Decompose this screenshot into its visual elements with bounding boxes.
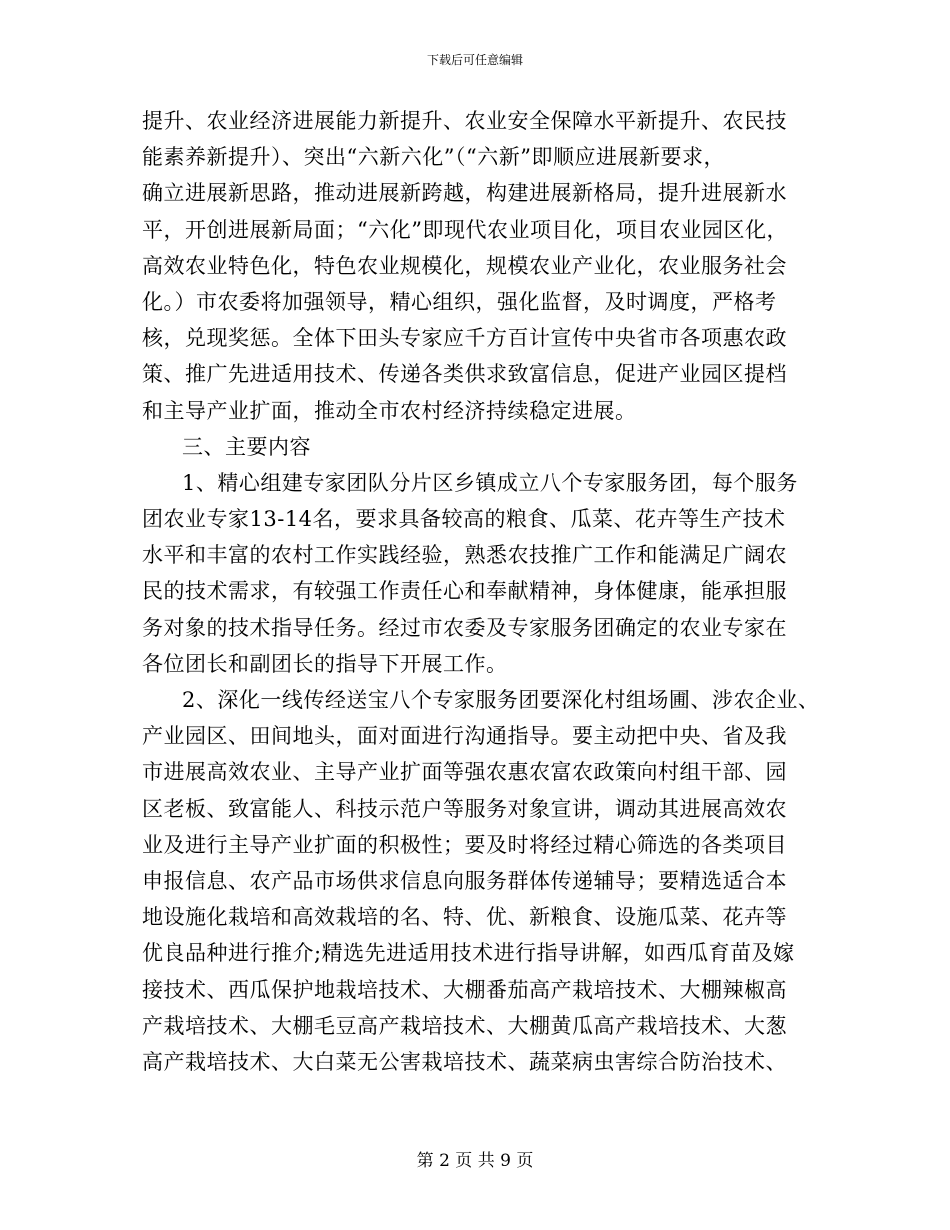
- text-line: 产栽培技术、大棚毛豆高产栽培技术、大棚黄瓜高产栽培技术、大葱: [142, 1013, 787, 1038]
- text-line: 务对象的技术指导任务。经过市农委及专家服务团确定的农业专家在: [142, 615, 787, 640]
- text-line: 民的技术需求，有较强工作责任心和奉献精神，身体健康，能承担服: [142, 579, 787, 604]
- text-line: 确立进展新思路，推动进展新跨越，构建进展新格局，提升进展新水: [142, 181, 787, 206]
- page-footer: 第 2 页 共 9 页: [416, 1151, 534, 1171]
- text-line: 高产栽培技术、大白菜无公害栽培技术、蔬菜病虫害综合防治技术、: [142, 1049, 787, 1074]
- text-line: 1、精心组建专家团队分片区乡镇成立八个专家服务团，每个服务: [182, 470, 798, 495]
- text-line: 市进展高效农业、主导产业扩面等强农惠农富农政策向村组干部、园: [142, 760, 787, 785]
- page-header: 下载后可任意编辑: [426, 53, 523, 67]
- text-line: 2、深化一线传经送宝八个专家服务团要深化村组场圃、涉农企业、: [182, 688, 820, 712]
- text-line: 业及进行主导产业扩面的积极性；要及时将经过精心筛选的各类项目: [142, 832, 787, 857]
- text-line: 平，开创进展新局面；“六化”即现代农业项目化，项目农业园区化，: [142, 217, 788, 242]
- text-line: 地设施化栽培和高效栽培的名、特、优、新粮食、设施瓜菜、花卉等: [142, 905, 787, 930]
- document-body: [142, 103, 832, 1080]
- text-line: 申报信息、农产品市场供求信息向服务群体传递辅导；要精选适合本: [142, 868, 787, 893]
- text-line: 接技术、西瓜保护地栽培技术、大棚番茄高产栽培技术、大棚辣椒高: [142, 977, 787, 1002]
- text-line: 策、推广先进适用技术、传递各类供求致富信息，促进产业园区提档: [142, 362, 787, 387]
- text-line: 产业园区、田间地头，面对面进行沟通指导。要主动把中央、省及我: [142, 724, 787, 749]
- text-line: 化。）市农委将加强领导，精心组织，强化监督，及时调度，严格考: [142, 289, 777, 314]
- text-line: 核，兑现奖惩。全体下田头专家应千方百计宣传中央省市各项惠农政: [142, 326, 787, 351]
- text-line: 能素养新提升）、突出“六新六化”（“六新”即顺应进展新要求，: [142, 145, 725, 170]
- text-line: 和主导产业扩面，推动全市农村经济持续稳定进展。: [142, 398, 637, 423]
- text-line: 提升、农业经济进展能力新提升、农业安全保障水平新提升、农民技: [142, 109, 787, 133]
- text-line: 水平和丰富的农村工作实践经验，熟悉农技推广工作和能满足广阔农: [142, 543, 787, 568]
- text-line: 各位团长和副团长的指导下开展工作。: [142, 651, 508, 676]
- text-line: 优良品种进行推介;精选先进适用技术进行指导讲解，如西瓜育苗及嫁: [142, 941, 795, 966]
- text-line: 高效农业特色化，特色农业规模化，规模农业产业化，农业服务社会: [142, 253, 787, 278]
- text-line: 区老板、致富能人、科技示范户等服务对象宣讲，调动其进展高效农: [142, 796, 787, 821]
- text-line: 团农业专家13-14名，要求具备较高的粮食、瓜菜、花卉等生产技术: [142, 507, 786, 532]
- text-line: 三、主要内容: [182, 434, 311, 459]
